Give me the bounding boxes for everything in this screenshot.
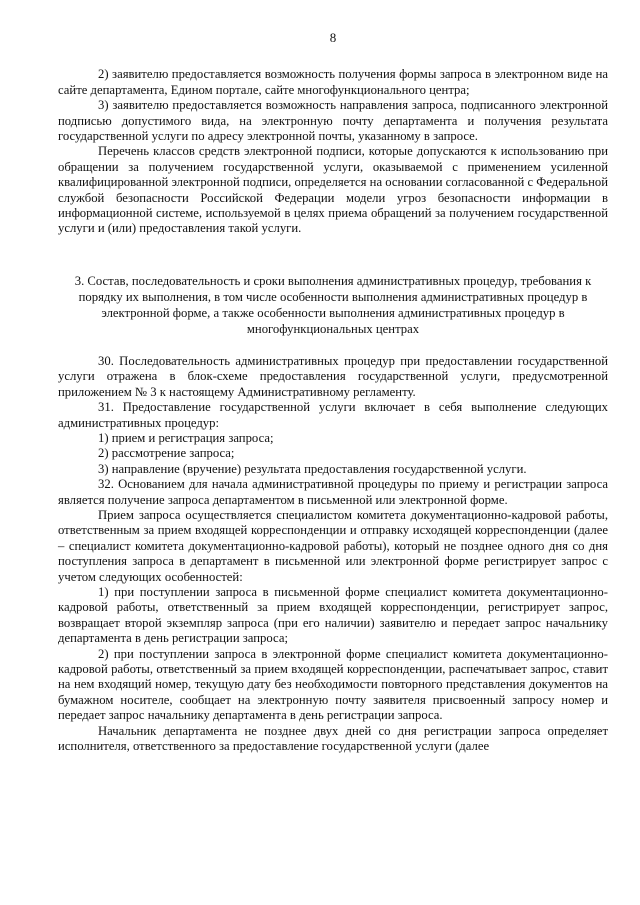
paragraph-30: 30. Последовательность административных процедур при предоставлении государственной услуги отражена в блок-схеме предоставления государственной услуги, предусмотренной приложением № 3 к настоящему Административному регламенту. — [58, 353, 608, 399]
paragraph-32: 32. Основанием для начала административной процедуры по приему и регистрации запроса является получение запроса департаментом в письменной или электронной форме. — [58, 477, 608, 507]
paragraph-signature-classes: Перечень классов средств электронной подписи, которые допускаются к использованию при обращении за получением государственной услуги, оказываемой с применением усиленной квалифицированной электронной подписи, определяется на основании согласованной с Федеральной службой безопасности Российской Федерации модели угроз безопасности информации в информационной системе, используемой в целях приема обращений за получением государственной услуги и (или) предоставления такой услуги. — [58, 144, 608, 236]
paragraph-electronic-request: 2) при поступлении запроса в электронной форме специалист комитета документационно-кадровой работы, ответственный за прием входящей корреспонденции, распечатывает запрос, ставит на нем входящий номер, текущую дату без необходимости повторного представления документов на бумажном носителе, сообщает на электронную почту заявителя присвоенный запросу номер и передает запрос начальнику департамента в день регистрации запроса. — [58, 646, 608, 723]
paragraph-item-2-form: 2) заявителю предоставляется возможность получения формы запроса в электронном виде на сайте департамента, Едином портале, сайте многофункционального центра; — [58, 67, 608, 97]
paragraph-reception-procedure: Прием запроса осуществляется специалистом комитета документационно-кадровой работы, ответственным за прием входящей корреспонденции и отправку исходящей корреспонденции (далее – специалист комитета документационно-кадровой работы), который не позднее одного дня со дня поступления запроса в департамент в письменной или электронной форме регистрирует запрос с учетом следующих особенностей: — [58, 507, 608, 584]
paragraph-written-request: 1) при поступлении запроса в письменной форме специалист комитета документационно-кадровой работы, ответственный за прием входящей корреспонденции, регистрирует запрос, возвращает второй экземпляр запроса (при его наличии) заявителю и передает запрос начальнику департамента в день регистрации запроса; — [58, 584, 608, 646]
page-number: 8 — [329, 30, 337, 45]
paragraph-department-head: Начальник департамента не позднее двух дней со дня регистрации запроса определяет исполнителя, ответственного за предоставление государственной услуги (далее — [58, 723, 608, 754]
document-page — [58, 30, 608, 754]
list-item-review: 2) рассмотрение запроса; — [98, 446, 235, 461]
section-heading: 3. Состав, последовательность и сроки выполнения административных процедур, требования к порядку их выполнения, в том числе особенности выполнения административных процедур в электронной форме, а также особенности выполнения административных процедур в многофункциональных центрах — [74, 273, 592, 336]
paragraph-item-3-email: 3) заявителю предоставляется возможность направления запроса, подписанного электронной подписью допустимого вида, на электронную почту департамента и получения результата государственной услуги по адресу электронной почты, указанному в запросе. — [58, 98, 608, 144]
list-item-reception: 1) прием и регистрация запроса; — [98, 430, 274, 445]
list-item-result: 3) направление (вручение) результата предоставления государственной услуги. — [98, 461, 527, 476]
paragraph-31: 31. Предоставление государственной услуги включает в себя выполнение следующих административных процедур: — [58, 400, 608, 430]
